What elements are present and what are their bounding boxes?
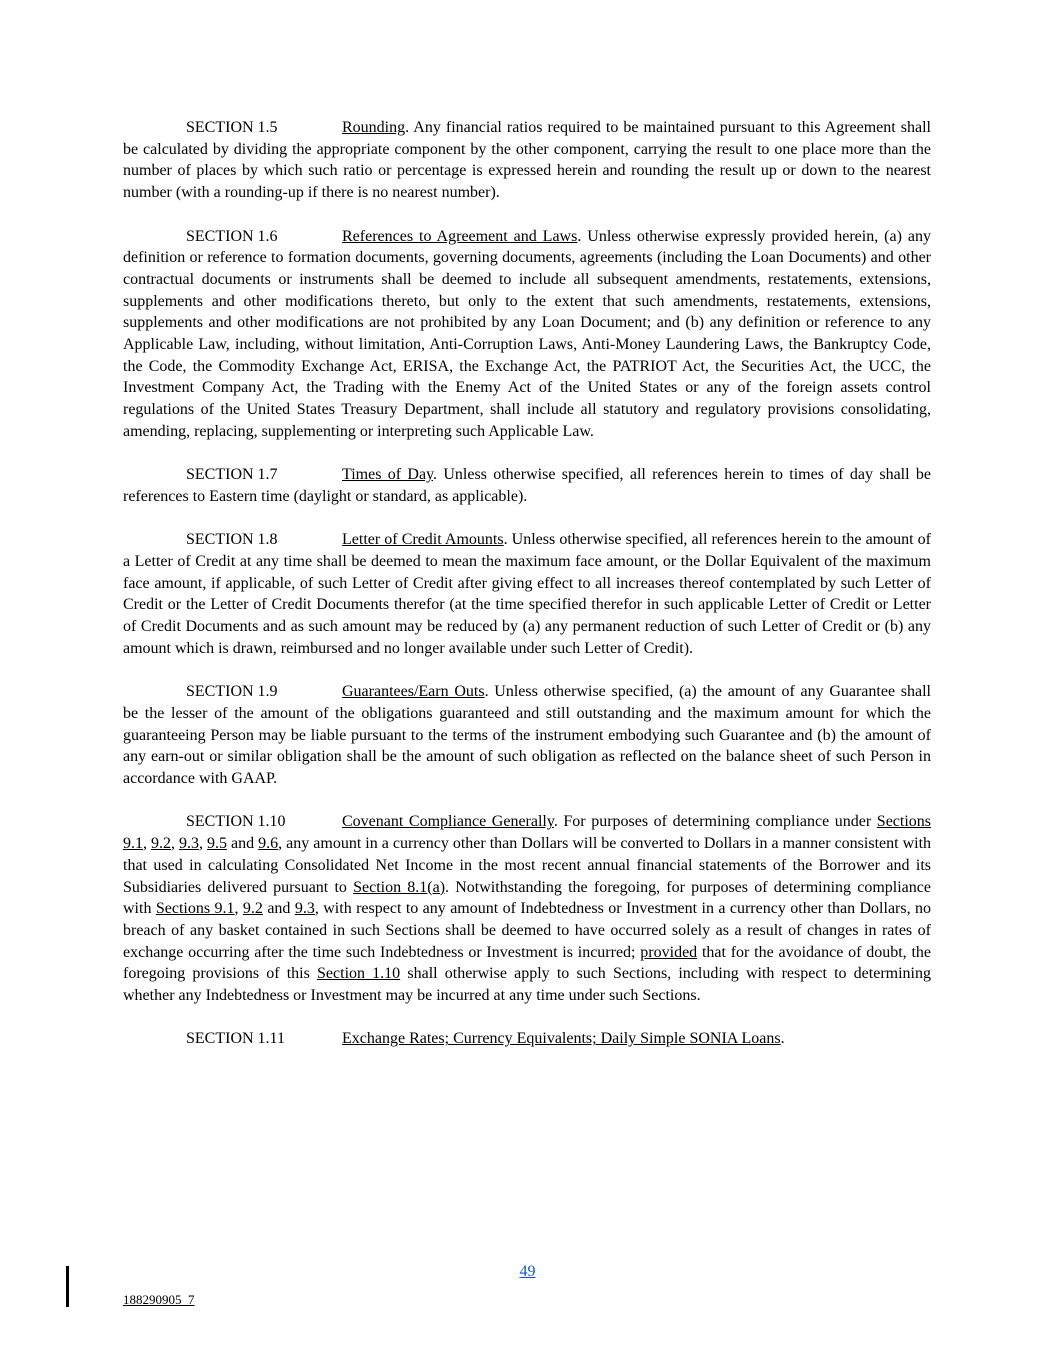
underlined-text: References to Agreement and Laws: [342, 227, 578, 245]
body-text: shall otherwise apply to such Sections, including with respect to determining whether any Indebtedness or Investment may be incurred at any time under such Sections.: [123, 965, 931, 1005]
section-label: SECTION 1.6: [186, 227, 278, 245]
section-paragraph: [123, 464, 931, 507]
body-text: and: [262, 900, 295, 918]
body-text: ,: [199, 835, 208, 853]
section-label: SECTION 1.11: [186, 1030, 285, 1048]
underlined-text: Letter of Credit Amounts: [342, 531, 504, 549]
body-text: . Unless otherwise specified, (a) the amount of any Guarantee shall be the lesser of the amount of the obligations guaranteed and still outstanding and the maximum amount for which the guaranteeing Person may be liable pursuant to the terms of the instrument embodying such Guarantee and (b) the amount of any earn-out or similar obligation shall be the amount of such obligation as reflected on the balance sheet of such Person in accordance with GAAP.: [123, 683, 931, 788]
underlined-text: 9.5: [207, 835, 228, 853]
body-text: . Unless otherwise specified, all references herein to the amount of a Letter of Credit at any time shall be deemed to mean the maximum face amount, or the Dollar Equivalent of the maximum face amount, if applicable, of such Letter of Credit after giving effect to all increases thereof contemplated by such Letter of Credit or the Letter of Credit Documents therefor (at the time specified therefor in such applicable Letter of Credit or Letter of Credit Documents and as such amount may be reduced by (a) any permanent reduction of such Letter of Credit or (b) any amount which is drawn, reimbursed and no longer available under such Letter of Credit).: [123, 531, 931, 657]
body-text: . Unless otherwise expressly provided herein, (a) any definition or reference to formation documents, governing documents, agreements (including the Loan Documents) and other contractual documents or instruments shall be deemed to include all subsequent amendments, restatements, extensions, supplements and other modifications thereto, but only to the extent that such amendments, restatements, extensions, supplements and other modifications are not prohibited by any Loan Document; and (b) any definition or reference to any Applicable Law, including, without limitation, Anti-Corruption Laws, Anti-Money Laundering Laws, the Bankruptcy Code, the Code, the Commodity Exchange Act, ERISA, the Exchange Act, the PATRIOT Act, the Securities Act, the UCC, the Investment Company Act, the Trading with the Enemy Act of the United States or any of the foreign assets control regulations of the United States Treasury Department, shall include all statutory and regulatory provisions consolidating, amending, replacing, supplementing or interpreting such Applicable Law.: [123, 227, 931, 440]
body-text: ,: [234, 900, 243, 918]
underlined-text: Exchange Rates; Currency Equivalents; Daily Simple SONIA Loans: [342, 1030, 781, 1048]
section-paragraph: [123, 529, 931, 659]
section-paragraph: [123, 226, 931, 443]
section-paragraph: [123, 117, 931, 204]
body-text: that for the avoidance of doubt, the foregoing provisions of this: [123, 943, 932, 983]
section-label: SECTION 1.7: [186, 466, 278, 484]
body-text: and: [227, 835, 259, 853]
change-bar: [66, 1266, 69, 1307]
underlined-text: 9.2: [242, 900, 263, 918]
underlined-text: Times of Day: [342, 466, 434, 484]
body-text: ,: [143, 835, 152, 853]
body-text: ,: [171, 835, 180, 853]
underlined-text: 9.3: [179, 835, 200, 853]
body-text: , any amount in a currency other than Dollars will be converted to Dollars in a manner consistent with that used in calculating Consolidated Net Income in the most recent annual financial statements of the Borrower and its Subsidiaries delivered pursuant to: [123, 835, 932, 896]
underlined-text: Sections 9.1: [155, 900, 235, 918]
body-text: . Notwithstanding the foregoing, for purposes of determining compliance with: [123, 878, 931, 918]
underlined-text: Section 8.1(a): [353, 878, 446, 896]
underlined-text: 9.2: [151, 835, 172, 853]
section-paragraph: [123, 811, 931, 1006]
document-body: [123, 117, 931, 1072]
page-number-text: 49: [519, 1263, 536, 1280]
body-text: . Unless otherwise specified, all references herein to times of day shall be references to Eastern time (daylight or standard, as applicable).: [123, 466, 931, 505]
sections: [123, 117, 931, 1050]
underlined-text: Guarantees/Earn Outs: [342, 683, 485, 701]
section-paragraph: [123, 1028, 931, 1050]
underlined-text: 9.3: [294, 900, 315, 918]
section-label: SECTION 1.10: [186, 813, 286, 831]
underlined-text: Covenant Compliance Generally: [342, 813, 554, 831]
body-text: . For purposes of determining compliance under: [553, 813, 877, 831]
underlined-text: Sections 9.1: [123, 813, 932, 853]
page-number: [0, 1263, 1055, 1281]
underlined-text: provided: [640, 943, 698, 961]
footer-document-id: 188290905_7: [123, 1292, 195, 1307]
body-text: . Any financial ratios required to be maintained pursuant to this Agreement shall be calculated by dividing the appropriate component by the other component, carrying the result to one place more than the number of places by which such ratio or percentage is expressed herein and rounding the result up or down to the nearest number (with a rounding-up if there is no nearest number).: [123, 119, 931, 202]
section-label: SECTION 1.8: [186, 531, 278, 549]
body-text: , with respect to any amount of Indebtedness or Investment in a currency other than Dollars, no breach of any basket contained in such Sections shall be deemed to have occurred solely as a result of changes in rates of exchange occurring after the time such Indebtedness or Investment is incurred;: [123, 900, 932, 961]
section-paragraph: [123, 681, 931, 790]
underlined-text: Rounding: [342, 119, 406, 136]
body-text: .: [780, 1030, 785, 1048]
underlined-text: Section 1.10: [317, 965, 401, 983]
section-label: SECTION 1.9: [186, 683, 278, 701]
underlined-text: 9.6: [258, 835, 279, 853]
section-label: SECTION 1.5: [186, 119, 278, 136]
